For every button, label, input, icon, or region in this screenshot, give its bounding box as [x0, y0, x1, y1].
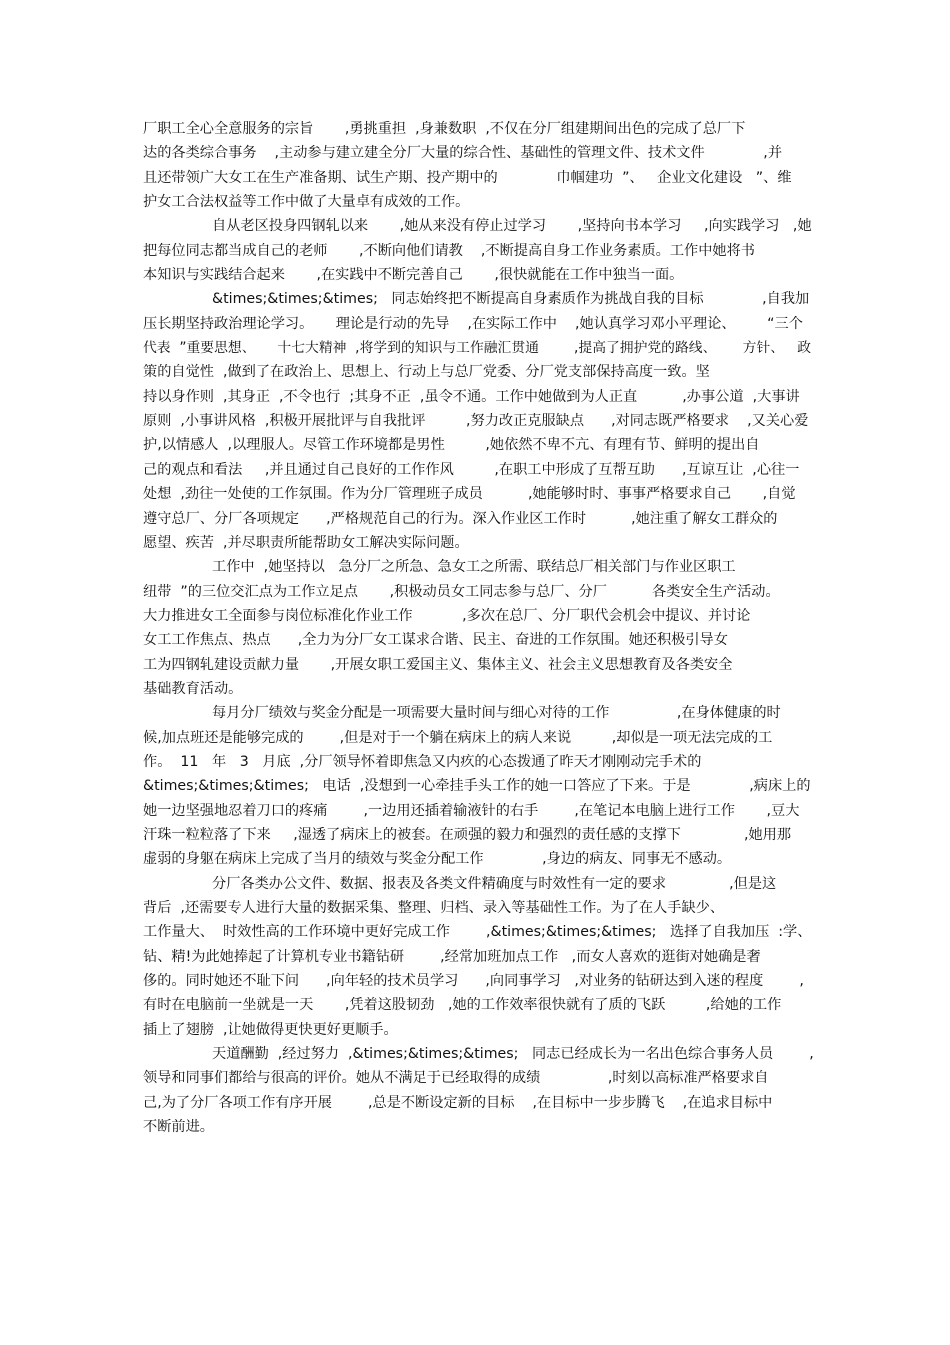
text-line: 插上了翅膀 ,让她做得更快更好更顺手。 — [143, 1021, 398, 1038]
text-line: 侈的。同时她还不耻下问 ,向年轻的技术员学习 ,向同事学习 ,对业务的钻研达到入迷的程度 , — [143, 973, 804, 990]
text-line: 工为四钢轧建设贡献力量 ,开展女职工爱国主义、集体主义、社会主义思想教育及各类安全 — [143, 656, 733, 673]
paragraph-first-line: 天道酬勤 ,经过努力 ,&times;&times;&times; 同志已经成长为一名出色综合事务人员 , — [212, 1046, 814, 1063]
text-line: 且还带领广大女工在生产准备期、试生产期、投产期中的 巾帼建功 ”、 企业文化建设 ”、维 — [143, 169, 792, 186]
text-line: 把每位同志都当成自己的老师 ,不断向他们请教 ,不断提高自身工作业务素质。工作中她将书 — [143, 242, 755, 259]
text-line: 背后 ,还需要专人进行大量的数据采集、整理、归档、录入等基础性工作。为了在人手缺少、 — [143, 900, 725, 916]
paragraph-first-line: &times;&times;&times; 同志始终把不断提高自身素质作为挑战自我的目标 ,自我加 — [212, 291, 810, 308]
text-line: 持以身作则 ,其身正 ,不令也行 ;其身不正 ,虽令不通。工作中她做到为人正直 ,办事公道 ,大事讲 — [143, 388, 800, 405]
text-line: 候,加点班还是能够完成的 ,但是对于一个躺在病床上的病人来说 ,却似是一项无法完成的工 — [143, 729, 773, 746]
paragraph-first-line: 自从老区投身四钢轧以来 ,她从来没有停止过学习 ,坚持向书本学习 ,向实践学习 ,她 — [212, 218, 812, 235]
text-line: 有时在电脑前一坐就是一天 ,凭着这股韧劲 ,她的工作效率很快就有了质的飞跃 ,给她的工作 — [143, 997, 782, 1014]
text-line: 虚弱的身躯在病床上完成了当月的绩效与奖金分配工作 ,身边的病友、同事无不感动。 — [143, 851, 732, 868]
text-line: &times;&times;&times; 电话 ,没想到一心牵挂手头工作的她一口答应了下来。于是 ,病床上的 — [143, 778, 811, 795]
text-line: 达的各类综合事务 ,主动参与建立建全分厂大量的综合性、基础性的管理文件、技术文件 ,并 — [143, 145, 783, 162]
text-line: 纽带 ”的三位交汇点为工作立足点 ,积极动员女工同志参与总厂、分厂 各类安全生产活动。 — [143, 583, 780, 600]
text-line: 基础教育活动。 — [143, 680, 243, 697]
text-line: 原则 ,小事讲风格 ,积极开展批评与自我批评 ,努力改正克服缺点 ,对同志既严格要求 ,又关心爱 — [143, 413, 809, 430]
text-line: 己,为了分厂各项工作有序开展 ,总是不断设定新的目标 ,在目标中一步步腾飞 ,在追求目标中 — [143, 1094, 773, 1111]
text-line: 己的观点和看法 ,并且通过自己良好的工作作风 ,在职工中形成了互帮互助 ,互谅互让 ,心往一 — [143, 461, 800, 478]
text-line: 本知识与实践结合起来 ,在实践中不断完善自己 ,很快就能在工作中独当一面。 — [143, 267, 684, 284]
text-line: 厂职工全心全意服务的宗旨 ,勇挑重担 ,身兼数职 ,不仅在分厂组建期间出色的完成了总厂下 — [143, 121, 746, 137]
text-line: 钻、精!为此她捧起了计算机专业书籍钻研 ,经常加班加点工作 ,而女人喜欢的逛街对她确是奢 — [143, 948, 761, 965]
paragraph-first-line: 每月分厂绩效与奖金分配是一项需要大量时间与细心对待的工作 ,在身体健康的时 — [212, 705, 781, 722]
text-line: 护女工合法权益等工作中做了大量卓有成效的工作。 — [143, 194, 470, 211]
text-line: 领导和同事们都给与很高的评价。她从不满足于已经取得的成绩 ,时刻以高标准严格要求自 — [143, 1070, 769, 1087]
paragraph-first-line: 工作中 ,她坚持以 急分厂之所急、急女工之所需、联结总厂相关部门与作业区职工 — [212, 559, 736, 576]
text-line: 护,以情感人 ,以理服人。尽管工作环境都是男性 ,她依然不卑不亢、有理有节、鲜明的提出自 — [143, 437, 760, 454]
text-line: 遵守总厂、分厂各项规定 ,严格规范自己的行为。深入作业区工作时 ,她注重了解女工群众的 — [143, 510, 778, 527]
text-line: 她一边坚强地忍着刀口的疼痛 ,一边用还插着输液针的右手 ,在笔记本电脑上进行工作 ,豆大 — [143, 802, 800, 819]
text-line: 策的自觉性 ,做到了在政治上、思想上、行动上与总厂党委、分厂党支部保持高度一致。坚 — [143, 364, 710, 381]
text-line: 作。 11 年 3 月底 ,分厂领导怀着即焦急又内疚的心态拨通了昨天才刚刚动完手术的 — [143, 753, 702, 770]
text-line: 压长期坚持政治理论学习。 理论是行动的先导 ,在实际工作中 ,她认真学习邓小平理论、 “三个 — [143, 315, 803, 332]
text-line: 处想 ,劲往一处使的工作氛围。作为分厂管理班子成员 ,她能够时时、事事严格要求自己 ,自觉 — [143, 486, 796, 503]
text-line: 女工工作焦点、热点 ,全力为分厂女工谋求合谐、民主、奋进的工作氛围。她还积极引导女 — [143, 632, 728, 649]
text-line: 愿望、疾苦 ,并尽职责所能帮助女工解决实际问题。 — [143, 534, 469, 551]
text-line: 汗珠一粒粒落了下来 ,湿透了病床上的被套。在顽强的毅力和强烈的责任感的支撑下 ,她用那 — [143, 826, 792, 843]
text-line: 代表 ”重要思想、 十七大精神 ,将学到的知识与工作融汇贯通 ,提高了拥护党的路线、 方针、 政 — [143, 340, 812, 357]
paragraph-first-line: 分厂各类办公文件、数据、报表及各类文件精确度与时效性有一定的要求 ,但是这 — [212, 875, 777, 892]
text-line: 大力推进女工全面参与岗位标准化作业工作 ,多次在总厂、分厂职代会机会中提议、并讨论 — [143, 607, 751, 624]
document-body — [143, 117, 813, 1139]
text-line: 不断前进。 — [143, 1119, 214, 1136]
text-line: 工作量大、 时效性高的工作环境中更好完成工作 ,&times;&times;&times; 选择了自我加压 :学、 — [143, 924, 812, 941]
